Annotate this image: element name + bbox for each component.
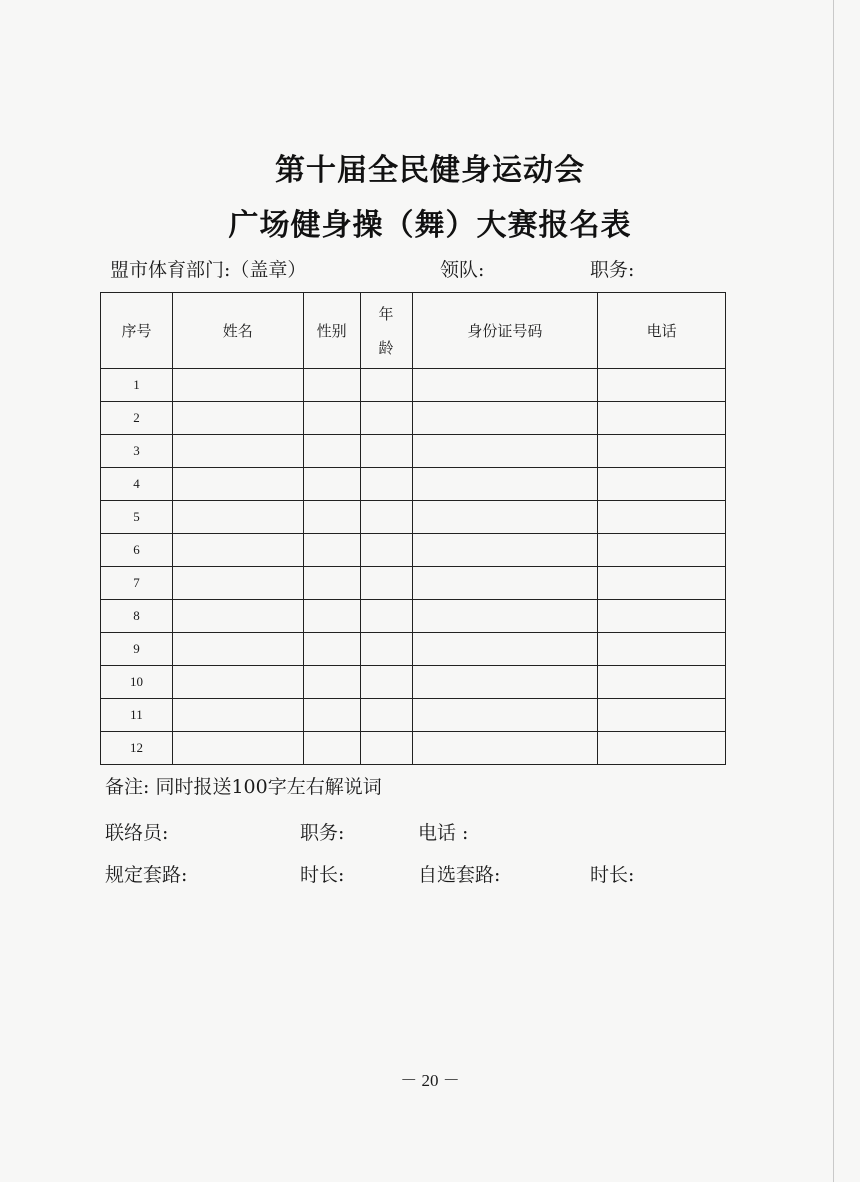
- row-name: [172, 699, 303, 732]
- col-header-gender: 性别: [303, 293, 360, 369]
- phone-label: 电话 :: [418, 822, 469, 844]
- row-gender: [303, 666, 360, 699]
- row-age: [360, 534, 412, 567]
- row-index: 9: [101, 633, 173, 666]
- row-index: 5: [101, 501, 173, 534]
- row-gender: [303, 699, 360, 732]
- row-id-number: [412, 600, 598, 633]
- row-phone: [598, 534, 726, 567]
- row-phone: [598, 435, 726, 468]
- table-row: [101, 600, 726, 633]
- row-age: [360, 567, 412, 600]
- row-gender: [303, 534, 360, 567]
- row-gender: [303, 732, 360, 765]
- row-index: 8: [101, 600, 173, 633]
- col-header-age-bottom: 龄: [378, 338, 394, 357]
- routine-label: 规定套路:: [105, 864, 188, 886]
- row-name: [172, 468, 303, 501]
- row-index: 11: [101, 699, 173, 732]
- document-title: 第十届全民健身运动会: [275, 153, 585, 188]
- duration1-label: 时长:: [300, 864, 345, 886]
- row-gender: [303, 435, 360, 468]
- row-age: [360, 633, 412, 666]
- row-name: [172, 732, 303, 765]
- table-row: [101, 699, 726, 732]
- row-phone: [598, 402, 726, 435]
- col-header-phone: 电话: [598, 293, 726, 369]
- table-row: [101, 468, 726, 501]
- table-row: [101, 732, 726, 765]
- row-id-number: [412, 402, 598, 435]
- table-row: [101, 402, 726, 435]
- table-row: [101, 501, 726, 534]
- row-name: [172, 633, 303, 666]
- row-id-number: [412, 435, 598, 468]
- row-index: 10: [101, 666, 173, 699]
- row-id-number: [412, 567, 598, 600]
- row-index: 12: [101, 732, 173, 765]
- contact-label: 联络员:: [105, 822, 169, 844]
- row-gender: [303, 633, 360, 666]
- col-header-age-top: 年: [378, 304, 394, 323]
- row-index: 4: [101, 468, 173, 501]
- row-index: 3: [101, 435, 173, 468]
- row-phone: [598, 666, 726, 699]
- leader-label: 领队:: [440, 259, 485, 281]
- row-age: [360, 468, 412, 501]
- col-header-id-number: 身份证号码: [412, 293, 598, 369]
- row-phone: [598, 732, 726, 765]
- row-name: [172, 369, 303, 402]
- table-row: [101, 369, 726, 402]
- page-number: － 20 －: [400, 1071, 460, 1090]
- contact-position-label: 职务:: [300, 822, 345, 844]
- row-age: [360, 732, 412, 765]
- table-row: [101, 567, 726, 600]
- row-age: [360, 402, 412, 435]
- col-header-index: 序号: [101, 293, 173, 369]
- row-name: [172, 567, 303, 600]
- row-id-number: [412, 699, 598, 732]
- row-age: [360, 699, 412, 732]
- row-gender: [303, 600, 360, 633]
- row-age: [360, 369, 412, 402]
- row-name: [172, 501, 303, 534]
- row-id-number: [412, 633, 598, 666]
- row-index: 7: [101, 567, 173, 600]
- row-name: [172, 666, 303, 699]
- table-header-row: [101, 293, 726, 369]
- table-row: [101, 633, 726, 666]
- row-index: 6: [101, 534, 173, 567]
- row-name: [172, 534, 303, 567]
- row-age: [360, 435, 412, 468]
- row-phone: [598, 600, 726, 633]
- remark-text: 备注: 同时报送100字左右解说词: [105, 776, 382, 798]
- row-name: [172, 435, 303, 468]
- row-id-number: [412, 732, 598, 765]
- row-index: 1: [101, 369, 173, 402]
- dept-label: 盟市体育部门:（盖章）: [110, 259, 307, 281]
- position-label: 职务:: [590, 259, 635, 281]
- row-gender: [303, 369, 360, 402]
- col-header-name: 姓名: [172, 293, 303, 369]
- row-id-number: [412, 369, 598, 402]
- row-phone: [598, 633, 726, 666]
- row-phone: [598, 501, 726, 534]
- table-row: [101, 534, 726, 567]
- row-name: [172, 402, 303, 435]
- col-header-age: [360, 293, 412, 369]
- free-routine-label: 自选套路:: [418, 864, 501, 886]
- row-gender: [303, 501, 360, 534]
- row-gender: [303, 567, 360, 600]
- table-row: [101, 435, 726, 468]
- table-row: [101, 666, 726, 699]
- document-subtitle: 广场健身操（舞）大赛报名表: [228, 208, 632, 243]
- row-id-number: [412, 501, 598, 534]
- row-age: [360, 501, 412, 534]
- registration-table: [100, 292, 726, 765]
- row-age: [360, 666, 412, 699]
- row-phone: [598, 369, 726, 402]
- row-id-number: [412, 534, 598, 567]
- row-name: [172, 600, 303, 633]
- row-phone: [598, 567, 726, 600]
- row-id-number: [412, 468, 598, 501]
- row-gender: [303, 468, 360, 501]
- row-index: 2: [101, 402, 173, 435]
- row-id-number: [412, 666, 598, 699]
- duration2-label: 时长:: [590, 864, 635, 886]
- row-age: [360, 600, 412, 633]
- row-gender: [303, 402, 360, 435]
- row-phone: [598, 468, 726, 501]
- row-phone: [598, 699, 726, 732]
